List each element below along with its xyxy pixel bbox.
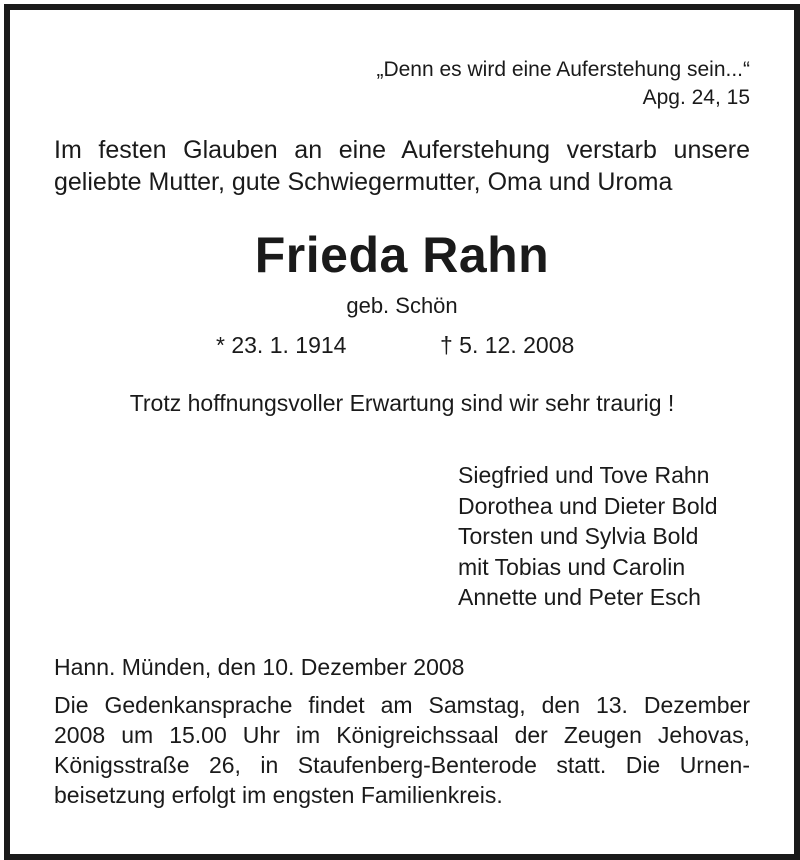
- family-member: Annette und Peter Esch: [458, 584, 701, 610]
- notice-content: [54, 10, 750, 854]
- ceremony-line: 2008 um 15.00 Uhr im Königreichssaal der Zeugen Jehovas,: [54, 722, 750, 748]
- place-and-date: Hann. Münden, den 10. Dezember 2008: [54, 654, 465, 680]
- quote-reference: Apg. 24, 15: [642, 86, 750, 109]
- bible-quote: [376, 56, 750, 112]
- ceremony-line: Die Gedenkansprache findet am Samstag, den 13. Dezember: [54, 692, 750, 718]
- obituary-notice: [4, 4, 800, 860]
- ceremony-info: [54, 690, 750, 810]
- quote-text: „Denn es wird eine Auferstehung sein...“: [376, 58, 750, 81]
- death-date: † 5. 12. 2008: [440, 332, 575, 358]
- family-member: Dorothea und Dieter Bold: [458, 492, 718, 519]
- intro-line: Im festen Glauben an eine Auferstehung verstarb unsere: [54, 136, 750, 164]
- family-member: Siegfried und Tove Rahn: [458, 462, 710, 488]
- family-list: [458, 460, 718, 613]
- grief-statement: Trotz hoffnungsvoller Erwartung sind wir sehr traurig !: [129, 390, 675, 416]
- family-member: Torsten und Sylvia Bold: [458, 523, 699, 549]
- intro-text: [54, 134, 750, 198]
- ceremony-line: Königsstraße 26, in Staufenberg-Benterode statt. Die Urnen-: [54, 752, 750, 778]
- intro-line: geliebte Mutter, gute Schwiegermutter, Oma und Uroma: [54, 168, 673, 196]
- ceremony-line: beisetzung erfolgt im engsten Familienkreis.: [54, 782, 503, 808]
- birth-date: * 23. 1. 1914: [216, 332, 347, 358]
- maiden-name: geb. Schön: [346, 293, 458, 318]
- deceased-name: Frieda Rahn: [254, 227, 550, 283]
- family-member: mit Tobias und Carolin: [458, 553, 686, 580]
